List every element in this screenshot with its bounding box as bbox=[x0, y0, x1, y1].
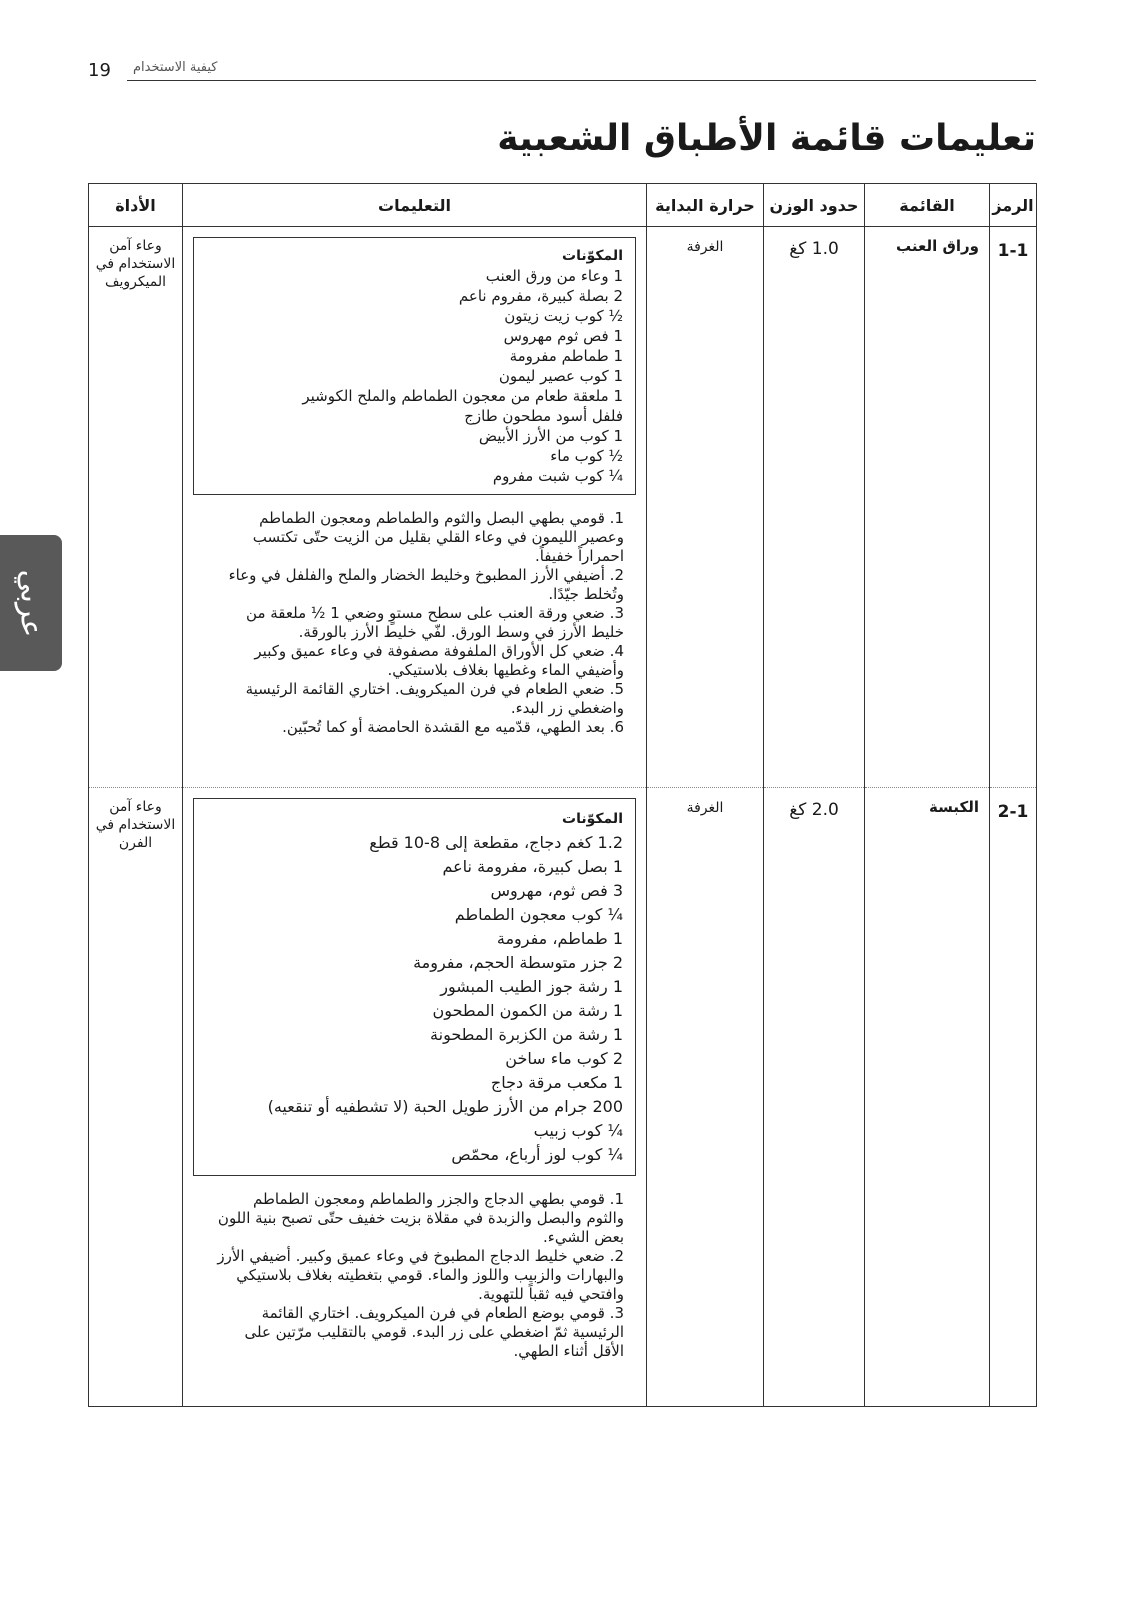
ingredients-box bbox=[193, 237, 636, 495]
ingredient-item: 1 طماطم، مفرومة bbox=[496, 929, 623, 948]
ingredient-item: 200 جرام من الأرز طويل الحبة (لا تشطفيه أو تنقعيه) bbox=[267, 1097, 623, 1116]
language-tab bbox=[0, 535, 62, 671]
table-row bbox=[89, 788, 1037, 1407]
ingredient-item: ¼ كوب لوز أرباع، محمّص bbox=[451, 1145, 623, 1164]
ingredient-item: 1 ملعقة طعام من معجون الطماطم والملح الكوشير bbox=[302, 387, 623, 405]
ingredient-item: 2 كوب ماء ساخن bbox=[505, 1049, 623, 1068]
language-tab-label: عربي bbox=[13, 569, 49, 637]
ingredient-item: ½ كوب ماء bbox=[550, 447, 623, 465]
weight-cell bbox=[764, 227, 865, 788]
ingredient-item: 3 فص ثوم، مهروس bbox=[490, 881, 623, 900]
step-item: 6. بعد الطهي، قدّميه مع القشدة الحامضة أو كما تُحبّين. bbox=[282, 718, 624, 736]
weight-value: 2.0 كغ bbox=[789, 800, 839, 820]
ingredient-item: 1 بصل كبيرة، مفرومة ناعم bbox=[442, 857, 623, 876]
ingredient-item: فلفل أسود مطحون طازج bbox=[464, 407, 623, 425]
menu-value: وراق العنب bbox=[896, 237, 979, 255]
ingredient-item: 1 كوب عصير ليمون bbox=[498, 367, 623, 385]
ingredient-item: ¼ كوب زبيب bbox=[533, 1121, 623, 1140]
code-cell bbox=[990, 227, 1037, 788]
tool-value: وعاء آمن الاستخدام في الفرن bbox=[95, 799, 176, 851]
instructions-cell bbox=[183, 227, 647, 788]
step-item: 5. ضعي الطعام في فرن الميكرويف. اختاري القائمة الرئيسية واضغطي زر البدء. bbox=[245, 680, 624, 717]
ingredient-item: 1 فص ثوم مهروس bbox=[503, 327, 623, 345]
table-row bbox=[89, 227, 1037, 788]
menu-table bbox=[88, 183, 1037, 1407]
instructions-cell bbox=[183, 788, 647, 1407]
header-menu: القائمة bbox=[865, 184, 990, 227]
header-divider bbox=[127, 80, 1036, 81]
menu-value: الكبسة bbox=[929, 798, 979, 816]
header-instructions: التعليمات bbox=[183, 184, 647, 227]
ingredient-item: 1 رشة من الكمون المطحون bbox=[432, 1001, 623, 1020]
page-title: تعليمات قائمة الأطباق الشعبية bbox=[497, 118, 1036, 159]
ingredient-item: 2 بصلة كبيرة، مفروم ناعم bbox=[458, 287, 623, 305]
code-value: 2-1 bbox=[997, 802, 1029, 822]
temp-value: الغرفة bbox=[686, 800, 724, 816]
ingredients-title: المكوّنات bbox=[562, 248, 623, 264]
code-value: 1-1 bbox=[997, 241, 1029, 261]
header-temp: حرارة البداية bbox=[647, 184, 764, 227]
tool-value: وعاء آمن الاستخدام في الميكرويف bbox=[95, 238, 176, 290]
step-item: 3. ضعي ورقة العنب على سطح مستوٍ وضعي 1 ½ ملعقة من خليط الأرز في وسط الورق. لفّي خليط الأرز بالورقة. bbox=[246, 604, 624, 641]
page-number: 19 bbox=[88, 60, 111, 81]
ingredient-item: 1 رشة من الكزبرة المطحونة bbox=[430, 1025, 623, 1044]
weight-cell bbox=[764, 788, 865, 1407]
ingredient-item: 1 كوب من الأرز الأبيض bbox=[478, 427, 623, 445]
weight-value: 1.0 كغ bbox=[789, 239, 839, 259]
step-item: 1. قومي بطهي الدجاج والجزر والطماطم ومعجون الطماطم والثوم والبصل والزبدة في مقلاة بزيت خفيف حتّى تصبح بنية اللون بعض الشيء. bbox=[217, 1190, 624, 1246]
ingredient-item: ½ كوب زيت زيتون bbox=[504, 307, 623, 325]
header-weight: حدود الوزن bbox=[764, 184, 865, 227]
table-header-row bbox=[89, 184, 1037, 227]
menu-cell bbox=[865, 227, 990, 788]
step-item: 2. أضيفي الأرز المطبوخ وخليط الخضار والملح والفلفل في وعاء وتُخلط جيّدًا. bbox=[228, 566, 624, 603]
step-item: 1. قومي بطهي البصل والثوم والطماطم ومعجون الطماطم وعصير الليمون في وعاء القلي بقليل من الزيت حتّى تكتسب احمراراً خفيفاً. bbox=[252, 509, 624, 565]
ingredient-item: ¼ كوب معجون الطماطم bbox=[454, 905, 623, 924]
step-item: 4. ضعي كل الأوراق الملفوفة مصفوفة في وعاء عميق وكبير وأضيفي الماء وغطيها بغلاف بلاستيكي. bbox=[254, 642, 624, 679]
steps-list bbox=[213, 509, 624, 737]
steps-list bbox=[213, 1190, 624, 1361]
section-name: كيفية الاستخدام bbox=[133, 60, 218, 75]
temp-cell bbox=[647, 227, 764, 788]
code-cell bbox=[990, 788, 1037, 1407]
ingredient-item: 2 جزر متوسطة الحجم، مفرومة bbox=[413, 953, 623, 972]
temp-value: الغرفة bbox=[686, 239, 724, 255]
header-tool: الأداة bbox=[89, 184, 183, 227]
ingredient-item: 1 وعاء من ورق العنب bbox=[485, 267, 623, 285]
ingredient-item: 1 طماطم مفرومة bbox=[509, 347, 623, 365]
tool-cell bbox=[89, 788, 183, 1407]
ingredient-item: ¼ كوب شبت مفروم bbox=[492, 467, 623, 485]
ingredients-box bbox=[193, 798, 636, 1176]
header-code: الرمز bbox=[990, 184, 1037, 227]
ingredients-title: المكوّنات bbox=[562, 811, 623, 827]
tool-cell bbox=[89, 227, 183, 788]
ingredient-item: 1.2 كغم دجاج، مقطعة إلى 8-10 قطع bbox=[369, 833, 623, 852]
menu-cell bbox=[865, 788, 990, 1407]
ingredient-item: 1 مكعب مرقة دجاج bbox=[490, 1073, 623, 1092]
ingredient-item: 1 رشة جوز الطيب المبشور bbox=[440, 977, 623, 996]
temp-cell bbox=[647, 788, 764, 1407]
step-item: 2. ضعي خليط الدجاج المطبوخ في وعاء عميق وكبير. أضيفي الأرز والبهارات والزبيب واللوز والماء. قومي بتغطيته بغلاف بلاستيكي وافتحي فيه ثقباً للتهوية. bbox=[217, 1247, 624, 1303]
step-item: 3. قومي بوضع الطعام في فرن الميكرويف. اختاري القائمة الرئيسية ثمّ اضغطي على زر البدء. قومي بالتقليب مرّتين على الأقل أثناء الطهي. bbox=[244, 1304, 624, 1360]
